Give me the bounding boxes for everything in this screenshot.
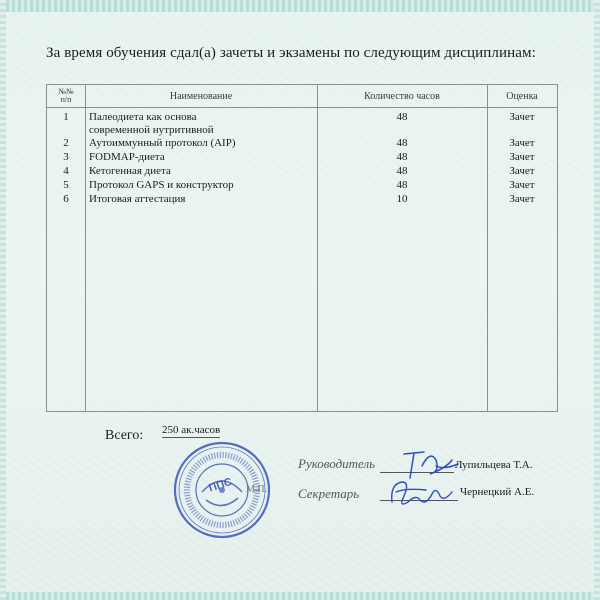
guilloche-border-right bbox=[594, 0, 600, 600]
director-name: Лупильцева Т.А. bbox=[455, 459, 533, 471]
header-number-line2: п/п bbox=[60, 95, 72, 104]
row-name bbox=[89, 111, 315, 137]
row-grade: Зачет bbox=[509, 137, 535, 149]
mp-label: М.П. bbox=[246, 484, 268, 495]
row-grade: Зачет bbox=[509, 193, 535, 205]
row-hours: 48 bbox=[396, 137, 408, 149]
row-name-line1: Палеодиета как основа bbox=[89, 111, 197, 123]
table-row bbox=[47, 137, 557, 151]
total-value: 250 ак.часов bbox=[162, 424, 221, 436]
header-grade: Оценка bbox=[506, 90, 538, 102]
table-row bbox=[47, 151, 557, 165]
row-grade: Зачет bbox=[509, 111, 535, 123]
row-name: Итоговая аттестация bbox=[89, 193, 186, 205]
row-hours: 48 bbox=[396, 111, 408, 123]
row-number: 6 bbox=[63, 193, 69, 205]
row-name: Кетогенная диета bbox=[89, 165, 171, 177]
table-header bbox=[47, 85, 557, 108]
row-grade: Зачет bbox=[509, 179, 535, 191]
row-number: 1 bbox=[63, 111, 69, 123]
row-grade: Зачет bbox=[509, 165, 535, 177]
secretary-name: Чернецкий А.Е. bbox=[460, 486, 535, 498]
row-name: Аутоиммунный протокол (AIP) bbox=[89, 137, 236, 149]
row-number: 2 bbox=[63, 137, 69, 149]
table-row bbox=[47, 179, 557, 193]
total-label: Всего: bbox=[105, 428, 144, 443]
secretary-role: Секретарь bbox=[298, 486, 360, 501]
secretary-signature bbox=[386, 472, 466, 512]
row-number: 5 bbox=[63, 179, 69, 191]
header-hours: Количество часов bbox=[364, 90, 440, 102]
row-name: Протокол GAPS и конструктор bbox=[89, 179, 234, 191]
row-hours: 48 bbox=[396, 179, 408, 191]
director-role: Руководитель bbox=[298, 456, 376, 471]
table-row bbox=[47, 111, 557, 137]
table-body bbox=[47, 111, 557, 207]
row-number: 3 bbox=[63, 151, 69, 163]
row-name: FODMAP-диета bbox=[89, 151, 165, 163]
table-row bbox=[47, 193, 557, 207]
row-hours: 48 bbox=[396, 151, 408, 163]
header-number bbox=[47, 85, 85, 107]
table-row bbox=[47, 165, 557, 179]
row-number: 4 bbox=[63, 165, 69, 177]
guilloche-border-left bbox=[0, 0, 6, 600]
guilloche-border-bottom bbox=[0, 592, 600, 600]
row-hours: 48 bbox=[396, 165, 408, 177]
disciplines-table bbox=[46, 84, 558, 412]
stamp-inner-text: ППС bbox=[207, 475, 234, 495]
header-number-line1: №№ bbox=[58, 87, 74, 96]
row-grade: Зачет bbox=[509, 151, 535, 163]
row-hours: 10 bbox=[396, 193, 408, 205]
row-name-line2: современной нутритивной bbox=[89, 124, 214, 136]
guilloche-border-top bbox=[0, 0, 600, 12]
intro-text: За время обучения сдал(а) зачеты и экзамены по следующим дисциплинам: bbox=[46, 45, 536, 61]
header-name: Наименование bbox=[169, 90, 233, 102]
